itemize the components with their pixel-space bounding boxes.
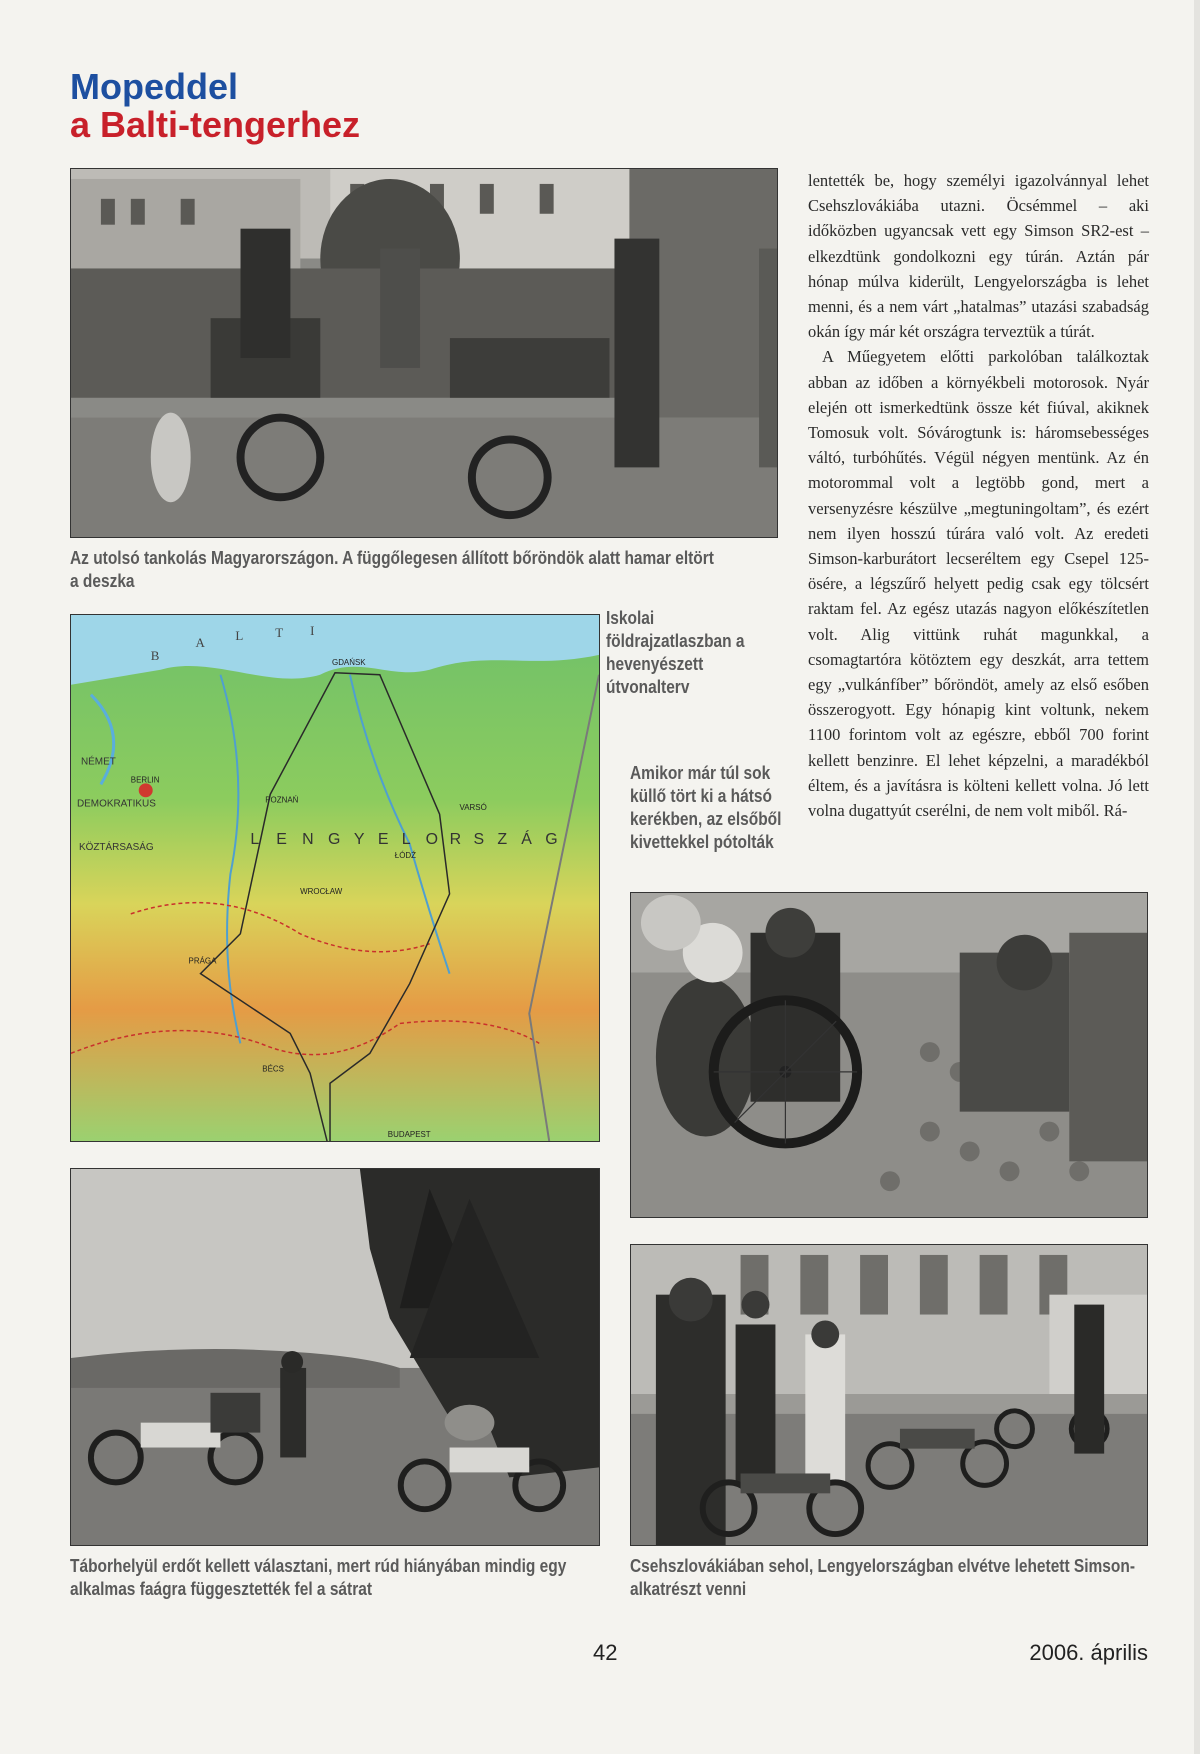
map-city-becs: BÉCS: [262, 1064, 284, 1074]
route-map-image: [71, 615, 599, 1141]
map-country-letter-7: O: [425, 831, 439, 849]
caption-repair: Amikor már túl sok küllő tört ki a hátsó kerékben, az elsőből kivettekkel pótolták: [630, 763, 782, 852]
map-country-letter-4: Y: [353, 831, 365, 849]
refueling-photo-image: [71, 169, 777, 537]
map-country-letter-5: E: [377, 831, 389, 849]
map-label-sea-b: B: [150, 647, 160, 663]
map-city-varso: VARSÓ: [459, 803, 487, 813]
map-country-letter-0: L: [250, 831, 260, 849]
photo-street-mopeds: [630, 1244, 1148, 1546]
body-paragraph-2: A Műegyetem előtti parkolóban találkoztak abban az időben a környékbeli motorosok. Nyár elején ott ismerkedtünk össze két fiúval, akiknek Tomosuk volt. Sóvárogtunk is: háromsebességes váltó, turbóhűtés. Végül négyen mentünk. Az én motorommal volt a legtöbb gond, mert a versenyzésre készülve „megtuningoltam”, és ezért nem ilyen hosszú túrára való volt. Az eredeti Simson-karburátort lecseréltem egy Csepel 125-ösére, a légszűrő helyett pedig csak egy tölcsért raktam fel. Az egész utazás nagyon előkészítetlen volt. Alig vittünk ruhát magunkkal, a csomagtartóra kötöztem egy deszkát, arra tettem egy „vulkánfíber” bőröndöt, amely az első esőben összerogyott. Egy hónapig kint voltunk, nekem 1100 forintom volt az egészre, ebből 700 forint kellett benzinre. El lehet képzelni, a maradékból éltem, és a javításra is költeni kellett volna. Jó lett volna dugattyút cserélni, de nem volt miből. Rá-: [808, 347, 1149, 821]
photo-wheel-repair: [630, 892, 1148, 1218]
map-city-poznan: POZNAŃ: [265, 795, 299, 805]
map-country-letter-10: Z: [497, 831, 508, 849]
campsite-photo-image: [71, 1169, 599, 1545]
issue-date: 2006. április: [1029, 1640, 1148, 1665]
caption-map: Iskolai földrajzatlaszban a hevenyészett útvonalterv: [606, 608, 745, 697]
map-city-praga: PRÁGA: [188, 956, 217, 966]
map-label-sea-i: I: [310, 622, 315, 638]
map-label-sea-a: A: [195, 634, 205, 650]
map-country-letter-6: L: [401, 831, 411, 849]
map-label-koztarsasag: KÖZTÁRSASÁG: [78, 842, 154, 854]
map-label-sea-t: T: [275, 624, 284, 640]
map-label-nemet: NÉMET: [80, 756, 116, 768]
photo-refueling: [70, 168, 778, 538]
map-country-letter-8: R: [449, 831, 462, 849]
map-country-letter-12: G: [545, 831, 558, 849]
map-city-gdansk: GDAŃSK: [332, 657, 366, 667]
map-country-letter-2: N: [302, 831, 314, 849]
map-city-berlin: BERLIN: [130, 775, 160, 785]
photo-campsite: [70, 1168, 600, 1546]
street-mopeds-photo-image: [631, 1245, 1147, 1545]
map-label-demokratikus: DEMOKRATIKUS: [76, 798, 156, 810]
map-country-letter-9: S: [473, 831, 485, 849]
title-line-2: a Balti-tengerhez: [70, 104, 361, 145]
map-city-lodz: ŁÓDŹ: [394, 851, 416, 861]
map-city-wroclaw: WROCŁAW: [300, 886, 343, 896]
wheel-repair-photo-image: [631, 893, 1147, 1217]
title-line-1: Mopeddel: [70, 66, 238, 107]
body-paragraph-1: lentették be, hogy személyi igazolvánnyal lehet Csehszlovákiába utazni. Öcsémmel – aki időközben ugyancsak vett egy Simson SR2-est – elkezdtünk gondolkozni egy túrán. Aztán pár hónap múlva kiderült, Lengyelországba is lehet menni, és a nem várt „hatalmas” utazási szabadság okán így már két országra terveztük a túrát.: [808, 171, 1149, 342]
caption-refueling: Az utolsó tankolás Magyarországon. A függőlegesen állított bőröndök alatt hamar eltört a deszka: [70, 548, 714, 591]
caption-street: Csehszlovákiában sehol, Lengyelországban elvétve lehetett Simson-alkatrészt venni: [630, 1556, 1135, 1599]
map-country-letter-1: E: [276, 831, 287, 849]
map-country-letter-11: Á: [521, 831, 532, 849]
route-map: [70, 614, 600, 1142]
map-label-sea-l: L: [235, 627, 244, 643]
map-country-letter-3: G: [328, 831, 341, 849]
article-title: [70, 68, 360, 144]
map-city-budapest: BUDAPEST: [387, 1130, 431, 1140]
caption-campsite: Táborhelyül erdőt kellett választani, mert rúd hiányában mindig egy alkalmas faágra függesztették fel a sátrat: [70, 1556, 567, 1599]
article-body: [808, 168, 1149, 823]
page-number: 42: [593, 1640, 618, 1665]
